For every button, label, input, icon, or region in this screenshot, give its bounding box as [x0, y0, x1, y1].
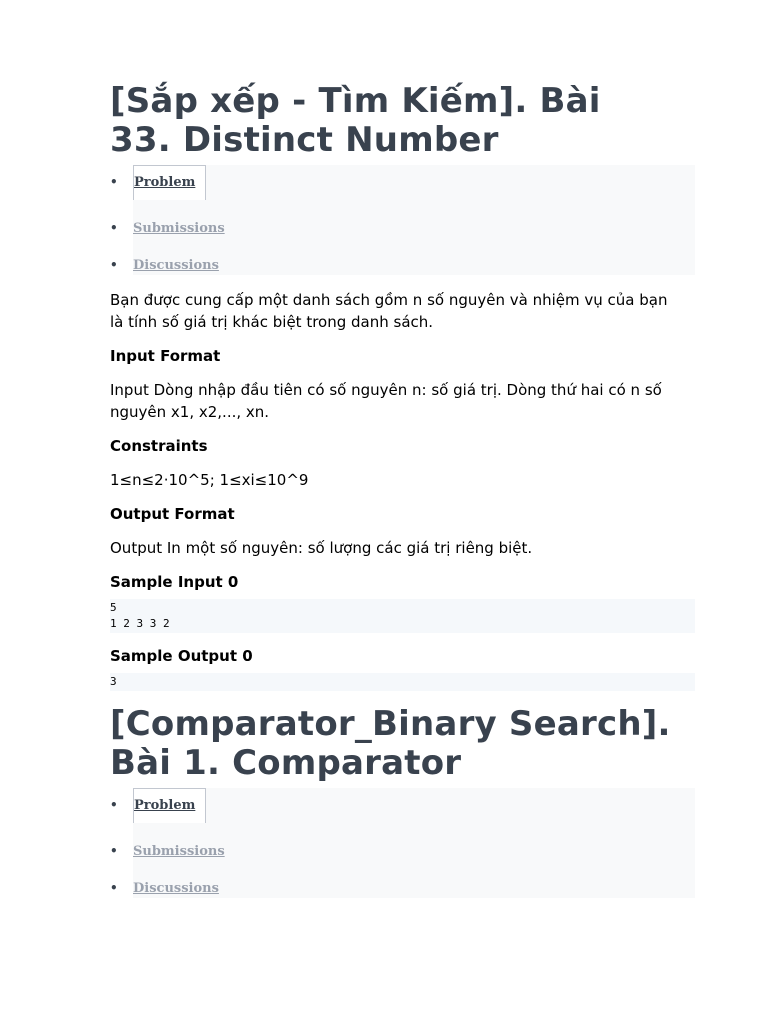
problem-title-line-2: Bài 1. Comparator	[110, 743, 462, 783]
constraints-heading: Constraints	[110, 437, 208, 455]
input-format-line-1: Input Dòng nhập đầu tiên có số nguyên n: số giá trị. Dòng thứ hai có n số	[110, 381, 662, 399]
sample-input-line-1: 5	[110, 601, 117, 614]
problem-section-1	[110, 82, 695, 691]
problem-description	[110, 289, 695, 333]
sample-input-line-2: 1 2 3 3 2	[110, 617, 170, 630]
problem-title-line-1: [Comparator_Binary Search].	[110, 704, 671, 744]
problem-tabs	[133, 788, 695, 898]
tab-discussions-label[interactable]: Discussions	[133, 881, 219, 896]
sample-output-heading: Sample Output 0	[110, 647, 253, 665]
tab-submissions-label[interactable]: Submissions	[133, 844, 225, 859]
constraints-text: 1≤n≤2·10^5; 1≤xi≤10^9	[110, 471, 309, 489]
tab-submissions-label[interactable]: Submissions	[133, 221, 225, 236]
tab-problem-label[interactable]: Problem	[133, 788, 206, 823]
sample-input-heading: Sample Input 0	[110, 573, 239, 591]
sample-input-code	[110, 599, 695, 633]
sample-output-code: 3	[110, 673, 695, 691]
document-page	[110, 82, 695, 898]
tab-submissions[interactable]	[133, 221, 225, 236]
output-format-heading: Output Format	[110, 505, 235, 523]
tab-problem[interactable]	[133, 788, 206, 823]
tab-discussions[interactable]	[133, 881, 219, 896]
tab-problem[interactable]	[133, 165, 206, 200]
problem-title-line-2: 33. Distinct Number	[110, 120, 499, 160]
tab-discussions[interactable]	[133, 258, 219, 273]
problem-tabs	[133, 165, 695, 275]
problem-title	[110, 82, 695, 160]
input-format-text	[110, 379, 695, 423]
problem-title-line-1: [Sắp xếp - Tìm Kiếm]. Bài	[110, 81, 601, 121]
tab-submissions[interactable]	[133, 844, 225, 859]
problem-section-2	[110, 705, 695, 898]
tab-discussions-label[interactable]: Discussions	[133, 258, 219, 273]
description-line-1: Bạn được cung cấp một danh sách gồm n số nguyên và nhiệm vụ của bạn	[110, 291, 668, 309]
problem-title	[110, 705, 695, 783]
input-format-heading: Input Format	[110, 347, 221, 365]
description-line-2: là tính số giá trị khác biệt trong danh sách.	[110, 313, 434, 331]
output-format-text: Output In một số nguyên: số lượng các giá trị riêng biệt.	[110, 539, 533, 557]
tab-problem-label[interactable]: Problem	[133, 165, 206, 200]
input-format-line-2: nguyên x1, x2,..., xn.	[110, 403, 270, 421]
